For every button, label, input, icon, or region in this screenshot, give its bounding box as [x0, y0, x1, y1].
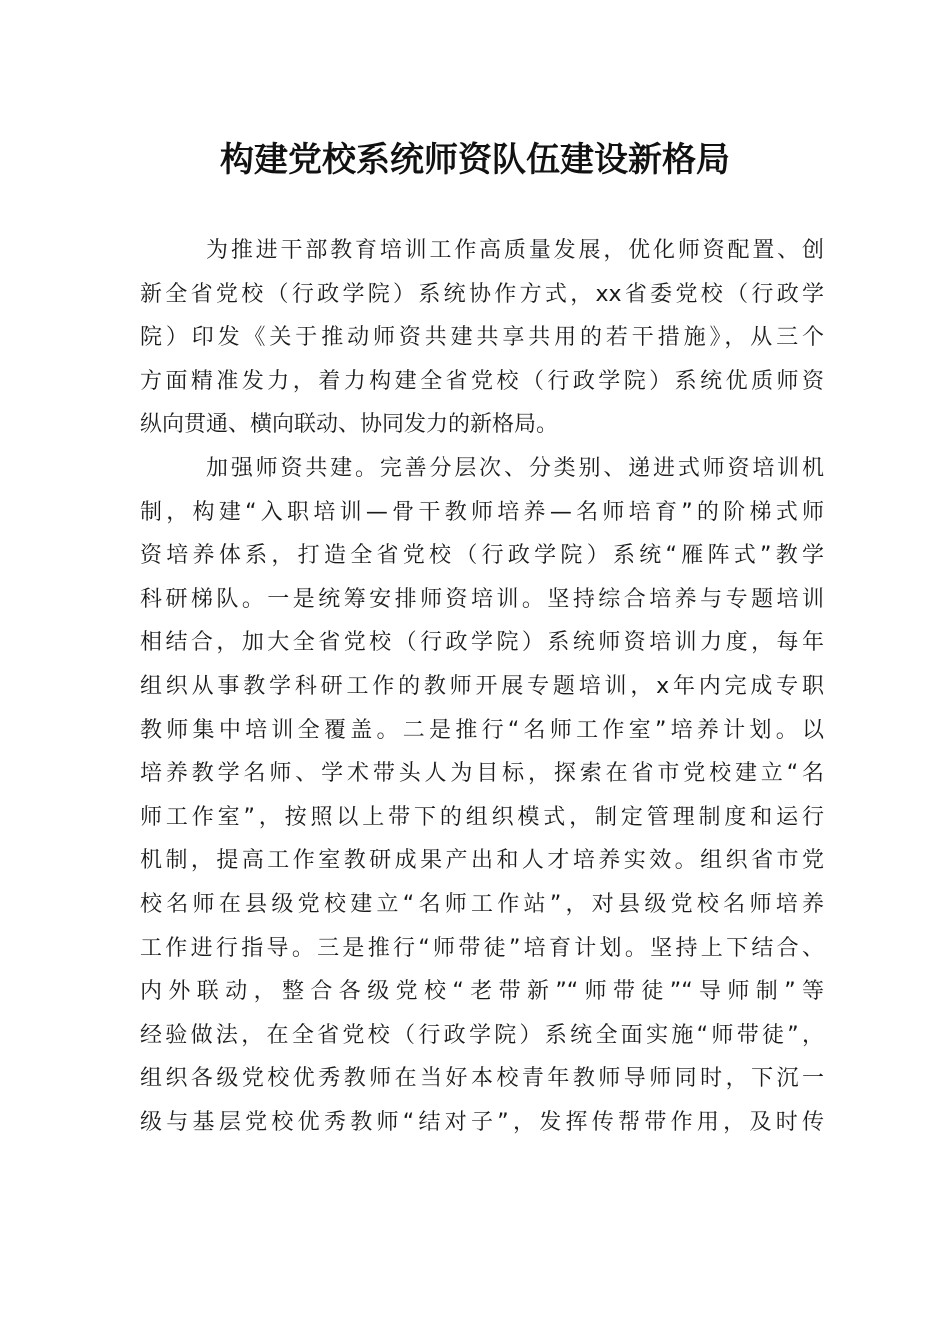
text-line: 纵向贯通、横向联动、协同发力的新格局。	[140, 412, 559, 438]
text-line: 院）印发《关于推动师资共建共享共用的若干措施》，从三个	[140, 325, 824, 351]
text-line: 级与基层党校优秀教师“结对子”，发挥传帮带作用，及时传	[140, 1109, 824, 1135]
text-line: 工作进行指导。三是推行“师带徒”培育计划。坚持上下结合、	[140, 935, 824, 961]
text-line: 经验做法，在全省党校（行政学院）系统全面实施“师带徒”，	[140, 1022, 825, 1048]
text-line: 内外联动，整合各级党校“老带新”“师带徒”“导师制”等	[140, 979, 824, 1005]
text-line: 培养教学名师、学术带头人为目标，探索在省市党校建立“名	[140, 761, 824, 787]
text-line: 资培养体系，打造全省党校（行政学院）系统“雁阵式”教学	[140, 543, 824, 569]
text-line: 为推进干部教育培训工作高质量发展，优化师资配置、创	[206, 238, 824, 263]
text-line: 方面精准发力，着力构建全省党校（行政学院）系统优质师资	[140, 368, 824, 394]
text-line: 机制，提高工作室教研成果产出和人才培养实效。组织省市党	[140, 848, 824, 874]
text-line: 相结合，加大全省党校（行政学院）系统师资培训力度，每年	[140, 630, 824, 656]
text-line: 组织各级党校优秀教师在当好本校青年教师导师同时，下沉一	[140, 1066, 824, 1092]
text-line: 制，构建“入职培训—骨干教师培养—名师培育”的阶梯式师	[140, 499, 824, 525]
text-line: 校名师在县级党校建立“名师工作站”，对县级党校名师培养	[140, 891, 824, 917]
paragraph-2	[140, 447, 824, 1145]
paragraph-1	[140, 229, 824, 447]
text-line: 科研梯队。一是统筹安排师资培训。坚持综合培养与专题培训	[140, 586, 824, 612]
text-line: 教师集中培训全覆盖。二是推行“名师工作室”培养计划。以	[140, 717, 824, 743]
text-line: 新全省党校（行政学院）系统协作方式，xx省委党校（行政学	[140, 281, 824, 307]
text-line: 加强师资共建。完善分层次、分类别、递进式师资培训机	[206, 455, 824, 481]
document-title: 构建党校系统师资队伍建设新格局	[220, 140, 730, 180]
text-line: 组织从事教学科研工作的教师开展专题培训，x年内完成专职	[140, 673, 824, 699]
document-body	[140, 229, 824, 1144]
text-line: 师工作室”，按照以上带下的组织模式，制定管理制度和运行	[140, 804, 824, 830]
